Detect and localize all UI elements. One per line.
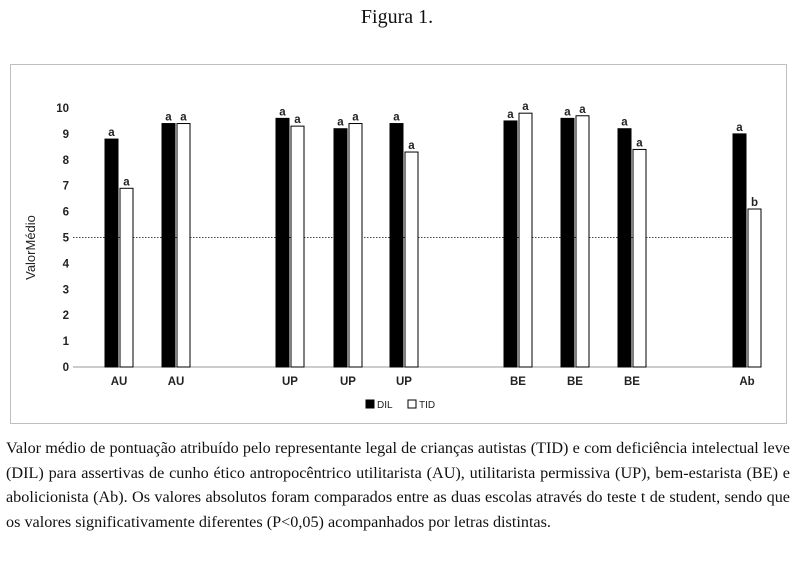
x-tick-label-1: AU [110,376,128,388]
bar-tid-4 [349,124,362,367]
x-tick-label-5: UP [396,376,412,388]
y-tick-label-10: 10 [56,103,69,115]
x-tick-label-8: BE [624,376,640,388]
sig-label-tid-6: a [522,101,529,114]
sig-label-dil-8: a [621,116,628,129]
x-tick-label-7: BE [567,376,583,388]
chart-frame [10,64,787,424]
sig-label-dil-7: a [564,106,571,119]
bar-tid-5 [405,152,418,367]
y-tick-label-4: 4 [62,258,69,271]
y-tick-label-1: 1 [62,336,69,349]
x-tick-label-6: BE [510,376,526,388]
bar-dil-9 [733,134,746,367]
legend-label-dil: DIL [377,400,393,411]
bar-tid-7 [576,116,589,367]
sig-label-tid-3: a [294,114,301,127]
y-tick-label-8: 8 [62,154,69,167]
sig-label-dil-3: a [279,106,286,119]
y-tick-label-7: 7 [62,180,69,193]
bar-tid-2 [177,124,190,367]
y-tick-label-6: 6 [62,206,69,219]
bar-dil-3 [276,118,289,367]
x-tick-label-3: UP [282,376,298,388]
x-tick-label-9: Ab [739,376,755,388]
figure-caption: Valor médio de pontuação atribuído pelo representante legal de crianças autistas (TID) e com deficiência intelectual leve (DIL) para assertivas de cunho ético antropocêntrico utilitarista (AU), utilitarista permissiva (UP), bem-estarista (BE) e abolicionista (Ab). Os valores absolutos foram comparados entre as duas escolas através do teste t de student, sendo que os valores significativamente diferentes (P<0,05) acompanhados por letras distintas. [6,439,790,531]
bar-dil-4 [334,129,347,367]
bar-dil-1 [105,139,118,367]
y-tick-label-2: 2 [62,310,69,323]
sig-label-tid-5: a [408,140,415,153]
y-tick-label-5: 5 [62,232,69,245]
bar-dil-5 [390,124,403,367]
bar-tid-3 [291,126,304,367]
sig-label-dil-6: a [507,108,514,121]
legend-swatch-tid [408,400,416,408]
x-tick-label-2: AU [167,376,185,388]
legend-swatch-dil [366,400,374,408]
bar-dil-7 [561,118,574,367]
y-tick-label-3: 3 [62,284,69,297]
bar-tid-9 [748,209,761,367]
sig-label-dil-2: a [165,111,172,124]
sig-label-dil-5: a [393,111,400,124]
sig-label-tid-2: a [180,111,187,124]
bar-tid-8 [633,149,646,367]
bar-chart [11,65,788,425]
sig-label-dil-1: a [108,127,115,140]
sig-label-tid-9: b [750,197,759,210]
figure-title: Figura 1. [360,6,434,28]
y-tick-label-0: 0 [62,362,69,374]
sig-label-dil-9: a [736,121,743,134]
bar-dil-6 [504,121,517,367]
legend-label-tid: TID [419,400,436,411]
bar-tid-6 [519,113,532,367]
sig-label-tid-1: a [123,176,130,189]
y-axis-label: ValorMédio [23,215,38,280]
sig-label-tid-4: a [352,111,359,124]
sig-label-tid-8: a [636,137,643,150]
sig-label-tid-7: a [579,103,586,116]
x-tick-label-4: UP [340,376,356,388]
bar-tid-1 [120,188,133,367]
sig-label-dil-4: a [337,116,344,129]
bar-dil-2 [162,124,175,367]
bar-dil-8 [618,129,631,367]
y-tick-label-9: 9 [62,128,69,141]
